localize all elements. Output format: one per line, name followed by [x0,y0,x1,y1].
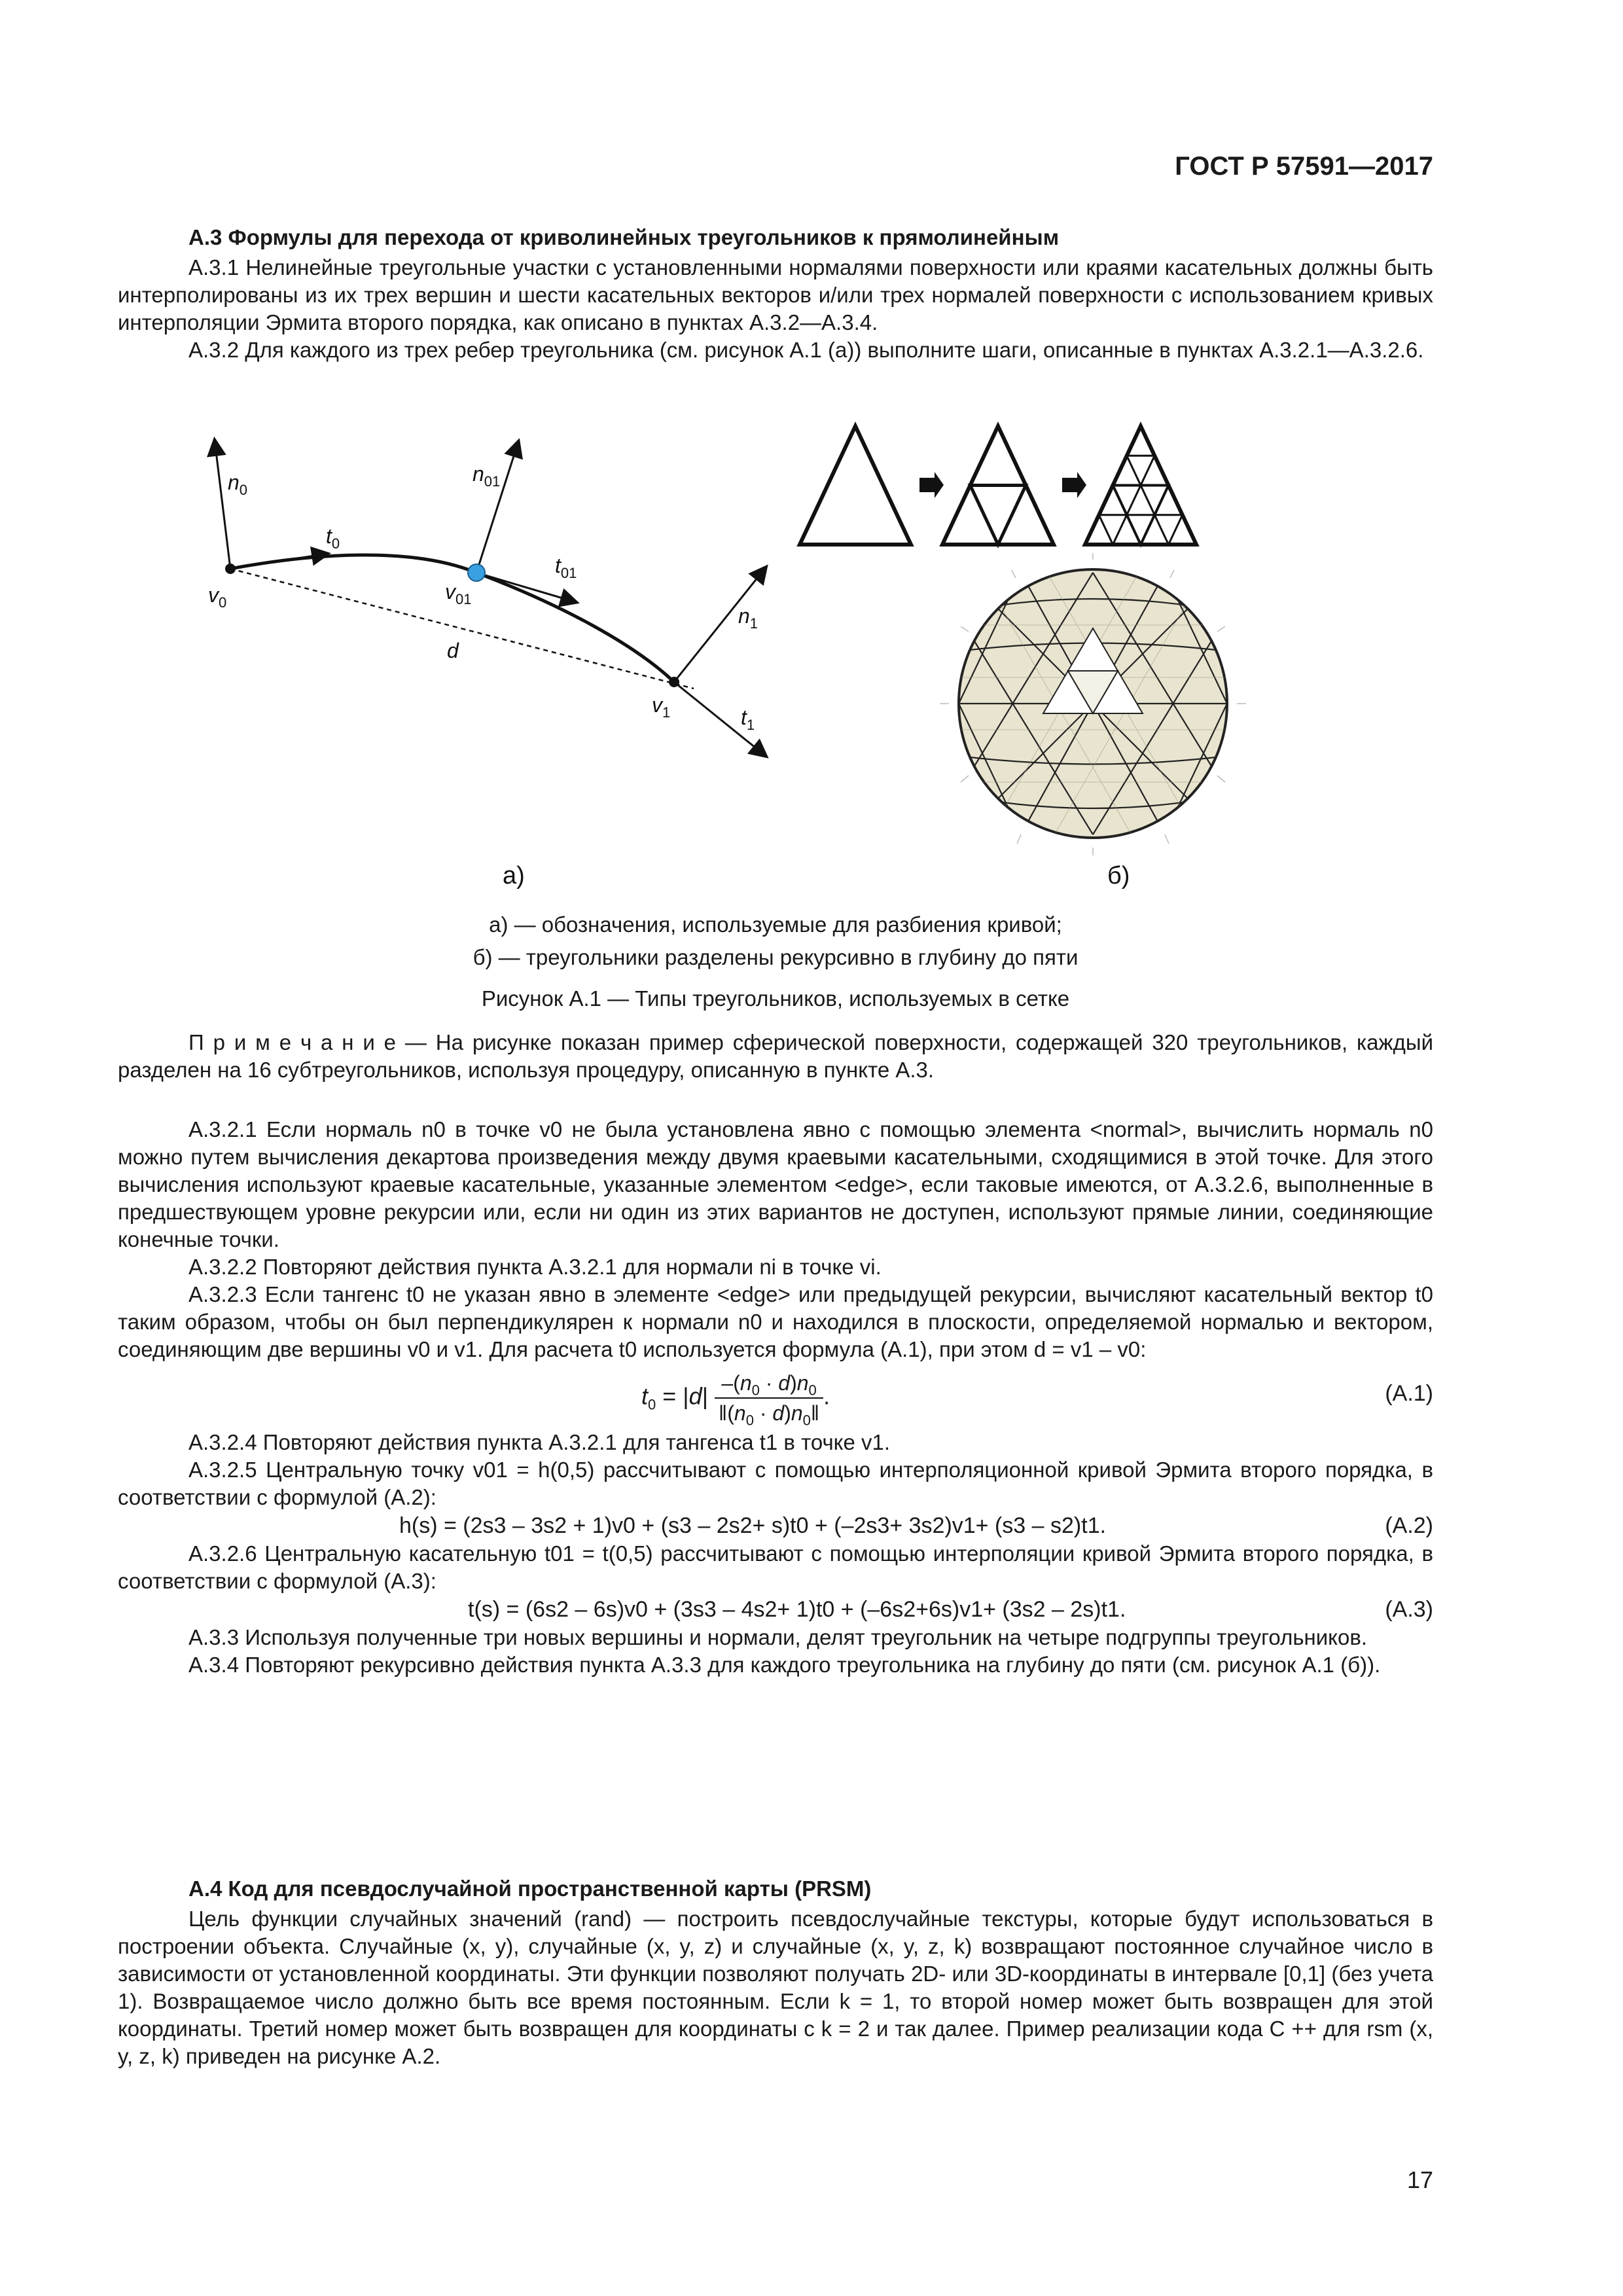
formula-a2-body: h(s) = (2s3 – 3s2 + 1)v0 + (s3 – 2s2+ s)t0 + (–2s3+ 3s2)v1+ (s3 – s2)t1. [399,1513,1107,1538]
formula-a1-body: $t_0 = |d|$ $\frac{-(n_0 \cdot d)n_0}{‖(n_0 \cdot d)n_0‖}$ . [641,1369,830,1427]
normal-n01-arrow [476,442,518,573]
formula-a1 [118,1363,1433,1429]
label-n01: $n_{01}$ [473,462,501,490]
steps-block [118,1116,1433,1679]
label-n1: $n_1$ [738,604,758,632]
paragraph-a4: Цель функции случайных значений (rand) — построить псевдослучайные текстуры, которые будут использоваться в построении объекта. Случайные (x, y), случайные (x, y, z) и случайные (x, y, z, k) возвращают постоянное случайное число в зависимости от установленной координаты. Эти функции позволяют получать 2D- или 3D-координаты в интервале [0,1] (без учета 1). Возвращаемое число должно быть все время постоянным. Если k = 1, то второй номер может быть возвращен для этой координаты. Третий номер может быть возвращен для координаты с k = 2 и так далее. Пример реализации кода С ++ для rsm (x, y, z, k) приведен на рисунке А.2. [118,1907,1433,2068]
hermite-curve [230,555,674,682]
curve-diagram [208,440,766,756]
step-a325: А.3.2.5 Центральную точку v01 = h(0,5) рассчитывают с помощью интерполяционной кривой Эрмита второго порядка, в соответствии с формулой (А.2): [118,1458,1433,1509]
section-a4 [118,1875,1433,2070]
label-n0: $n_0$ [228,471,248,498]
section-a3 [118,224,1433,364]
figure-label-a: а) [503,862,525,889]
chord-line-d [230,569,694,689]
step-a323: А.3.2.3 Если тангенс t0 не указан явно в элементе <edge> или предыдущей рекурсии, вычисляют касательный вектор t0 таким образом, чтобы он был перпендикулярен к нормали n0 и находился в плоскости, определяемой нормалью и вектором, соединяющим две вершины v0 и v1. Для расчета t0 используется формула (А.1), при этом d = v1 – v0: [118,1282,1433,1361]
step-a326: А.3.2.6 Центральную касательную t01 = t(0,5) рассчитывают с помощью интерполяции кривой Эрмита второго порядка, в соответствии с формулой (А.3): [118,1541,1433,1593]
vertex-v0-point [225,564,236,574]
normal-n0-arrow [215,440,230,569]
label-t01: $t_{01}$ [555,554,577,581]
figure-caption: Рисунок А.1 — Типы треугольников, используемых в сетке [481,986,1070,1011]
formula-a2 [118,1511,1433,1540]
tangent-t0-arrow [230,554,327,569]
figure-note [118,1029,1433,1084]
formula-a1-number: (А.1) [1385,1381,1433,1406]
label-v1: $v_1$ [652,693,671,721]
step-a322: А.3.2.2 Повторяют действия пункта А.3.2.1 для нормали ni в точке vi. [188,1255,882,1279]
formula-a3 [118,1595,1433,1624]
figure-a1-svg [118,416,1433,893]
paragraph-a32: А.3.2 Для каждого из трех ребер треугольника (см. рисунок А.1 (а)) выполните шаги, описанные в пунктах А.3.2.1—А.3.2.6. [188,338,1424,362]
figure-label-b: б) [1107,862,1130,889]
label-t1: $t_1$ [741,706,755,733]
paragraph-a34: А.3.4 Повторяют рекурсивно действия пункта А.3.3 для каждого треугольника на глубину до пяти (см. рисунок А.1 (б)). [188,1653,1381,1677]
figure-legend-a: а) — обозначения, используемые для разбиения кривой; [489,912,1062,937]
page-number: 17 [1406,2166,1433,2193]
section-a4-heading: А.4 Код для псевдослучайной пространственной карты (PRSM) [188,1876,872,1901]
label-t0: $t_0$ [326,524,340,552]
arrow-right-icon [919,472,944,498]
section-a3-heading: А.3 Формулы для перехода от криволинейных треугольников к прямолинейным [188,225,1060,249]
step-a324: А.3.2.4 Повторяют действия пункта А.3.2.1 для тангенса t1 в точке v1. [188,1430,891,1454]
label-v01: $v_{01}$ [445,580,472,607]
label-d: d [447,639,459,662]
figure-legend-b: б) — треугольники разделены рекурсивно в глубину до пяти [473,945,1079,969]
paragraph-a33: А.3.3 Используя полученные три новых вершины и нормали, делят треугольник на четыре подгруппы треугольников. [188,1625,1368,1649]
arrow-right-icon [1062,472,1086,498]
step-a321: А.3.2.1 Если нормаль n0 в точке v0 не была установлена явно с помощью элемента <normal>, вычислить нормаль n0 можно путем вычисления декартова произведения между двумя краевыми касательными, сходящимися в этой точке. Для этого вычисления используют краевые касательные, указанные элементом <edge>, если таковые имеются, от А.3.2.6, выполненные в предшествующем уровне рекурсии или, если ни один из этих вариантов не доступен, используют прямые линии, соединяющие конечные точки. [118,1117,1433,1251]
formula-a2-number: (А.2) [1385,1513,1433,1538]
paragraph-a31: А.3.1 Нелинейные треугольные участки с установленными нормалями поверхности или краями касательных должны быть интерполированы из их трех вершин и шести касательных векторов и/или трех нормалей поверхности с использованием кривых интерполяции Эрмита второго порядка, как описано в пунктах А.3.2—А.3.4. [118,255,1433,334]
triangle-level-0 [800,426,911,545]
subdivided-sphere [940,553,1246,855]
vertex-v01-point [468,564,485,581]
figure-a1 [118,416,1433,893]
triangle-subdivision [800,426,1196,545]
formula-a3-number: (А.3) [1385,1597,1433,1622]
vertex-v1-point [669,677,679,687]
label-v0: $v_0$ [208,583,227,611]
document-header: ГОСТ Р 57591—2017 [1175,152,1433,181]
formula-a3-body: t(s) = (6s2 – 6s)v0 + (3s3 – 4s2+ 1)t0 + (–6s2+6s)v1+ (3s2 – 2s)t1. [468,1597,1126,1622]
note-text: П р и м е ч а н и е — На рисунке показан пример сферической поверхности, содержащей 320 треугольников, каждый разделен на 16 субтреугольников, используя процедуру, описанную в пункте А.3. [118,1030,1433,1082]
